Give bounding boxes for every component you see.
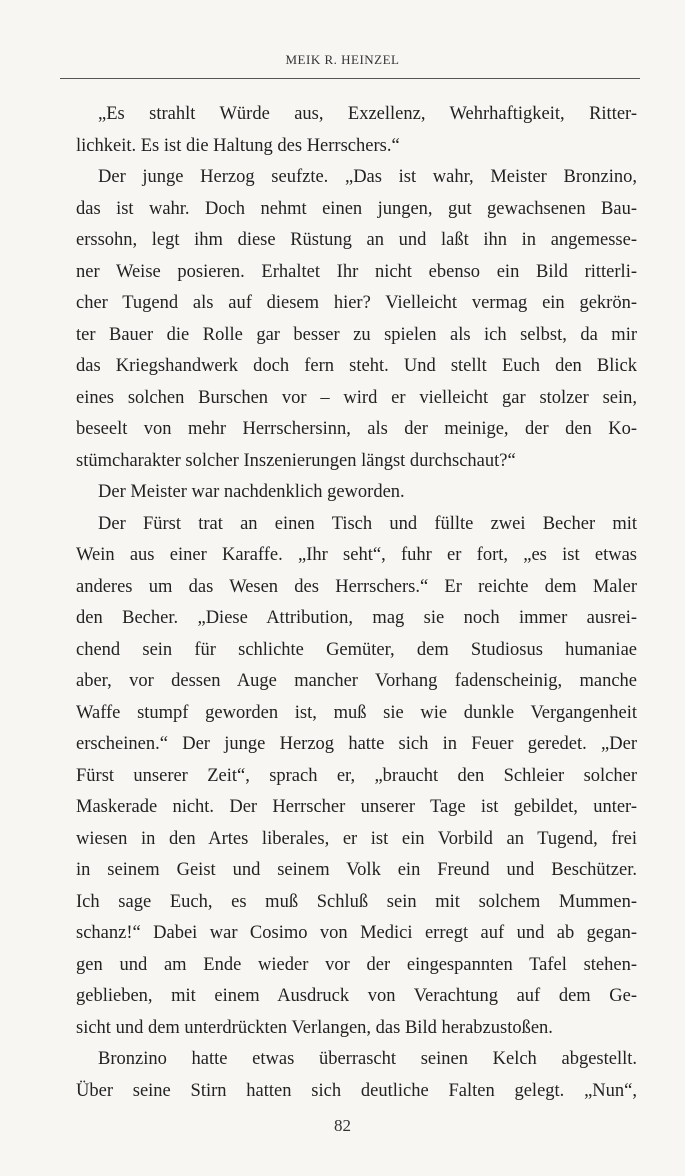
header-rule [60,78,640,79]
text-line: Maskerade nicht. Der Herrscher unserer Tage ist gebildet, unter- [76,797,637,817]
text-line: beseelt von mehr Herrschersinn, als der meinige, der den Ko- [76,419,637,439]
text-line: Der junge Herzog seufzte. „Das ist wahr, Meister Bronzino, [98,167,637,187]
text-line: Waffe stumpf geworden ist, muß sie wie dunkle Vergangenheit [76,702,637,723]
text-line: cher Tugend als auf diesem hier? Vielleicht vermag ein gekrön- [76,293,637,313]
body-text [76,99,637,1107]
text-line: stümcharakter solcher Inszenierungen längst durchschaut?“ [76,450,516,471]
text-line: anderes um das Wesen des Herrschers.“ Er reichte dem Maler [76,576,637,597]
text-line: das Kriegshandwerk doch fern steht. Und stellt Euch den Blick [76,356,637,376]
text-line: „Es strahlt Würde aus, Exzellenz, Wehrhaftigkeit, Ritter- [98,104,637,124]
text-line: sicht und dem unterdrückten Verlangen, das Bild herabzustoßen. [76,1017,553,1038]
text-line: das ist wahr. Doch nehmt einen jungen, gut gewachsenen Bau- [76,198,637,219]
text-line: erscheinen.“ Der junge Herzog hatte sich in Feuer geredet. „Der [76,734,637,754]
text-line: Fürst unserer Zeit“, sprach er, „braucht den Schleier solcher [76,765,637,786]
text-line: wiesen in den Artes liberales, er ist ein Vorbild an Tugend, frei [76,828,637,849]
text-line: chend sein für schlichte Gemüter, dem Studiosus humaniae [76,639,637,660]
running-header: MEIK R. HEINZEL [285,52,400,67]
text-line: Über seine Stirn hatten sich deutliche Falten gelegt. „Nun“, [76,1080,637,1101]
text-line: schanz!“ Dabei war Cosimo von Medici erregt auf und ab gegan- [76,923,637,943]
text-line: erssohn, legt ihm diese Rüstung an und laßt ihn in angemesse- [76,230,637,250]
text-line: eines solchen Burschen vor – wird er vielleicht gar stolzer sein, [76,387,637,408]
text-line: in seinem Geist und seinem Volk ein Freund und Beschützer. [76,860,637,880]
text-line: den Becher. „Diese Attribution, mag sie noch immer ausrei- [76,608,637,628]
text-line: Der Meister war nachdenklich geworden. [98,482,405,502]
text-line: gen und am Ende wieder vor der eingespannten Tafel stehen- [76,954,637,975]
text-line: aber, vor dessen Auge mancher Vorhang fadenscheinig, manche [76,671,637,691]
text-line: Der Fürst trat an einen Tisch und füllte zwei Becher mit [98,513,637,534]
text-line: Wein aus einer Karaffe. „Ihr seht“, fuhr er fort, „es ist etwas [76,545,637,565]
page-number: 82 [334,1116,351,1135]
text-line: geblieben, mit einem Ausdruck von Verachtung auf dem Ge- [76,986,637,1006]
text-line: lichkeit. Es ist die Haltung des Herrschers.“ [76,135,400,156]
text-line: ter Bauer die Rolle gar besser zu spielen als ich selbst, da mir [76,324,637,345]
text-line: ner Weise posieren. Erhaltet Ihr nicht ebenso ein Bild ritterli- [76,261,637,282]
text-line: Bronzino hatte etwas überrascht seinen Kelch abgestellt. [98,1049,637,1069]
text-line: Ich sage Euch, es muß Schluß sein mit solchem Mummen- [76,891,637,912]
